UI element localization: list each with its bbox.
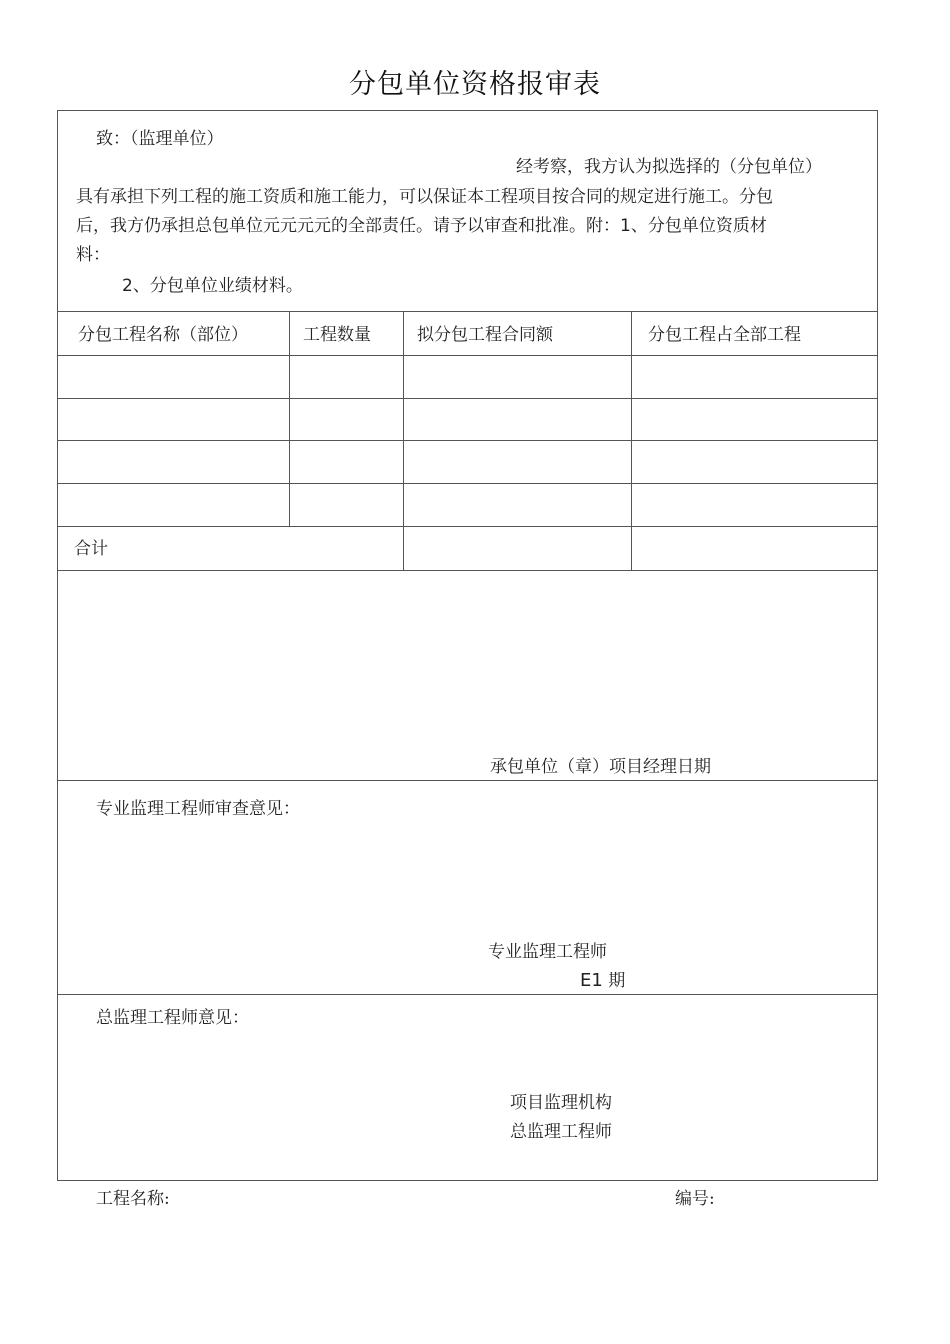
divider-total-bottom [58, 570, 877, 571]
number-label: 编号: [675, 1189, 715, 1209]
col-divider-3 [631, 311, 632, 570]
request-line-1: 经考察，我方认为拟选择的（分包单位） [516, 157, 822, 177]
attachment-2 [122, 276, 303, 296]
attachment-2-number: 2 [122, 276, 133, 296]
request-line-3-text: 后，我方仍承担总包单位元元元元的全部责任。请予以审查和批准。附： [76, 216, 620, 236]
request-line-3 [76, 216, 767, 236]
attachment-1-number: 1 [620, 216, 631, 236]
divider-table-top [58, 311, 877, 312]
project-name-label: 工程名称: [96, 1189, 170, 1209]
divider-row-1 [58, 398, 877, 399]
chief-organization: 项目监理机构 [510, 1093, 612, 1113]
request-line-2: 具有承担下列工程的施工资质和施工能力，可以保证本工程项目按合同的规定进行施工。分包 [76, 187, 773, 207]
specialist-signer: 专业监理工程师 [488, 942, 607, 962]
specialist-opinion-label: 专业监理工程师审查意见： [96, 799, 300, 819]
divider-header-bottom [58, 355, 877, 356]
request-line-4: 料： [76, 245, 110, 265]
contractor-signature-line: 承包单位（章）项目经理日期 [490, 757, 711, 777]
divider-row-4 [58, 526, 877, 527]
total-label: 合计 [74, 539, 108, 559]
col-header-contract-amount: 拟分包工程合同额 [417, 325, 553, 345]
chief-signer: 总监理工程师 [510, 1122, 612, 1142]
attachment-1-text: 、分包单位资质材 [630, 216, 767, 236]
attachment-2-text: 、分包单位业绩材料。 [132, 276, 303, 296]
page-title: 分包单位资格报审表 [349, 69, 601, 100]
specialist-date [580, 971, 625, 991]
specialist-date-label: 期 [608, 971, 626, 991]
col-header-percentage: 分包工程占全部工程 [648, 325, 801, 345]
form-frame [57, 110, 878, 1181]
chief-opinion-label: 总监理工程师意见： [96, 1008, 249, 1028]
addressee-line: 致：（监理单位） [96, 129, 224, 149]
divider-row-2 [58, 440, 877, 441]
col-header-name: 分包工程名称（部位） [78, 325, 248, 345]
divider-contractor-bottom [58, 780, 877, 781]
specialist-date-code: E1 [580, 970, 603, 991]
col-divider-1 [289, 311, 290, 526]
divider-row-3 [58, 483, 877, 484]
col-header-quantity: 工程数量 [303, 325, 371, 345]
col-divider-2 [403, 311, 404, 570]
divider-specialist-bottom [58, 994, 877, 995]
